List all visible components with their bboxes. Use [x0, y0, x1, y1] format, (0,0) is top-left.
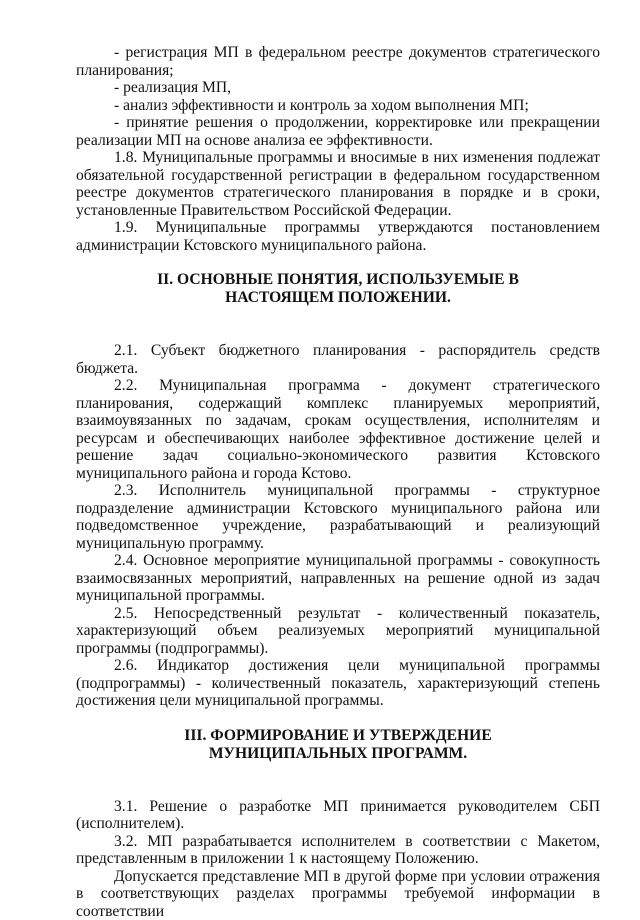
paragraph-2-2: 2.2. Муниципальная программа - документ стратегического планирования, содержащий комплекс планируемых мероприятий, взаимоувязанных по задачам, срокам осуществления, исполнителям и ресурсам и обеспечивающих наиболее эффективное достижение целей и решение задач социально-экономического развития Кстовского муниципального района и города Кстово. — [76, 377, 600, 482]
paragraph-2-1: 2.1. Субъект бюджетного планирования - распорядитель средств бюджета. — [76, 342, 600, 377]
paragraph: Допускается представление МП в другой форме при условии отражения в соответствующих разделах программы требуемой информации в соответствии — [76, 868, 600, 920]
paragraph: - принятие решения о продолжении, корректировке или прекращении реализации МП на основе анализа ее эффективности. — [76, 114, 600, 149]
section-heading-2: II. ОСНОВНЫЕ ПОНЯТИЯ, ИСПОЛЬЗУЕМЫЕ В НАСТОЯЩЕМ ПОЛОЖЕНИИ. — [76, 271, 600, 307]
paragraph-2-5: 2.5. Непосредственный результат - количественный показатель, характеризующий объем реализуемых мероприятий муниципальной программы (подпрограммы). — [76, 605, 600, 658]
paragraph-2-6: 2.6. Индикатор достижения цели муниципальной программы (подпрограммы) - количественный показатель, характеризующий степень достижения цели муниципальной программы. — [76, 657, 600, 710]
paragraph-3-1: 3.1. Решение о разработке МП принимается руководителем СБП (исполнителем). — [76, 798, 600, 833]
paragraph-2-4: 2.4. Основное мероприятие муниципальной программы - совокупность взаимосвязанных мероприятий, направленных на решение одной из задач муниципальной программы. — [76, 552, 600, 605]
paragraph-3-2: 3.2. МП разрабатывается исполнителем в соответствии с Макетом, представленным в приложении 1 к настоящему Положению. — [76, 833, 600, 868]
paragraph: - регистрация МП в федеральном реестре документов стратегического планирования; — [76, 44, 600, 79]
paragraph: - анализ эффективности и контроль за ходом выполнения МП; — [76, 97, 600, 115]
paragraph-1-9: 1.9. Муниципальные программы утверждаются постановлением администрации Кстовского муниципального района. — [76, 219, 600, 254]
paragraph-1-8: 1.8. Муниципальные программы и вносимые в них изменения подлежат обязательной государственной регистрации в федеральном государственном реестре документов стратегического планирования в порядке и в сроки, установленные Правительством Российской Федерации. — [76, 149, 600, 219]
paragraph: - реализация МП, — [76, 79, 600, 97]
paragraph-2-3: 2.3. Исполнитель муниципальной программы - структурное подразделение администрации Кстовского муниципального района или подведомственное учреждение, разрабатывающий и реализующий муниципальную программу. — [76, 482, 600, 552]
section-heading-3: III. ФОРМИРОВАНИЕ И УТВЕРЖДЕНИЕ МУНИЦИПАЛЬНЫХ ПРОГРАММ. — [76, 727, 600, 763]
